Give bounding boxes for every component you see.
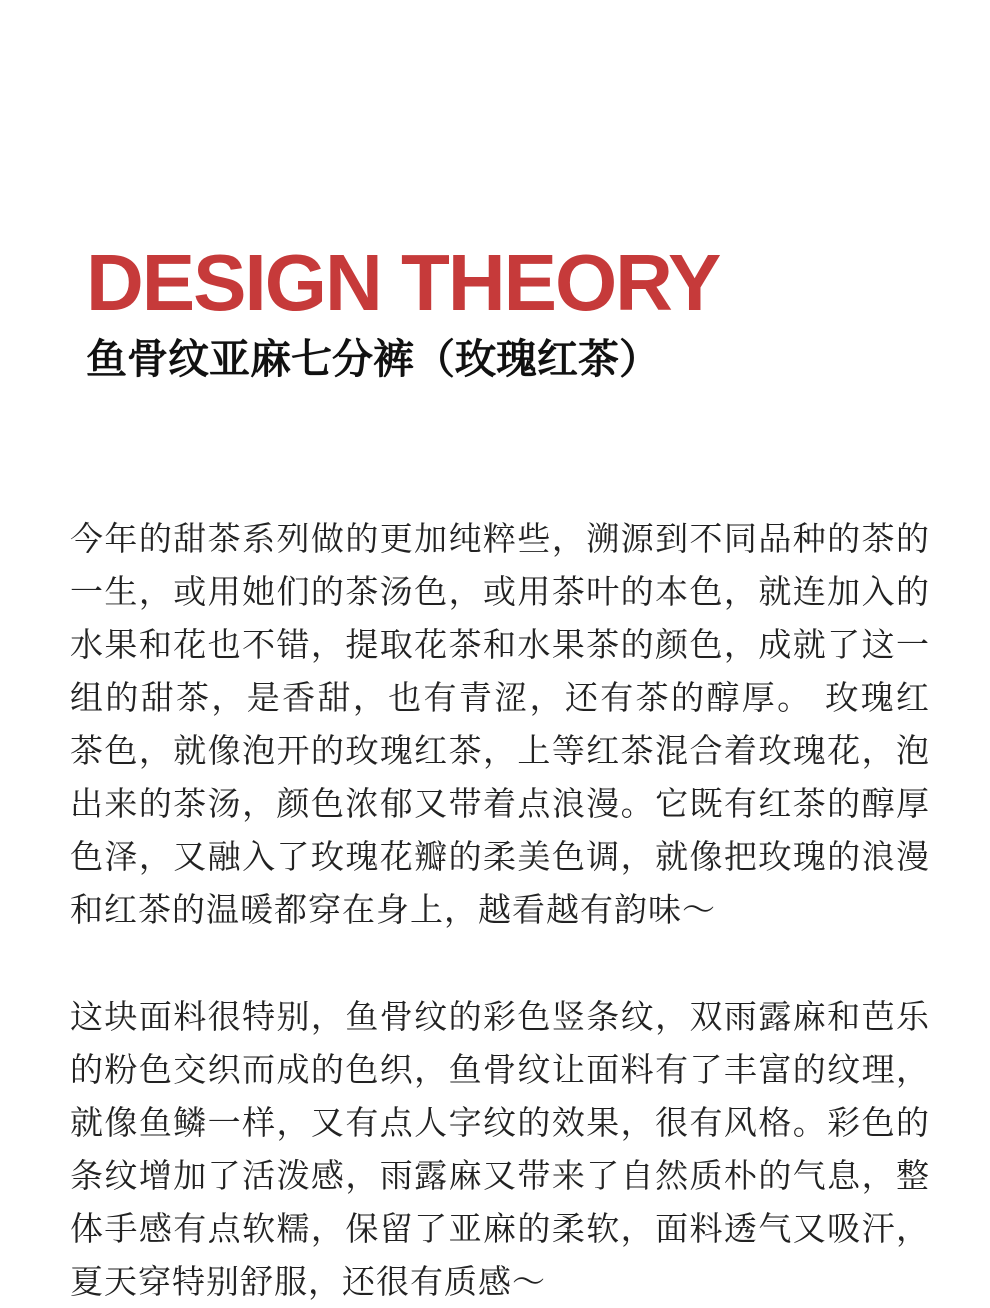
paragraph-color-story: 今年的甜茶系列做的更加纯粹些，溯源到不同品种的茶的一生，或用她们的茶汤色，或用茶叶的本色，就连加入的水果和花也不错，提取花茶和水果茶的颜色，成就了这一组的甜茶，是香甜，也有青涩，还有茶的醇厚。 玫瑰红茶色，就像泡开的玫瑰红茶，上等红茶混合着玫瑰花，泡出来的茶汤，颜色浓郁又带着点浪漫。它既有红茶的醇厚色泽，又融入了玫瑰花瓣的柔美色调，就像把玫瑰的浪漫和红茶的温暖都穿在身上，越看越有韵味～	[70, 519, 930, 929]
paragraph-fabric: 这块面料很特别，鱼骨纹的彩色竖条纹，双雨露麻和芭乐的粉色交织而成的色织，鱼骨纹让面料有了丰富的纹理，就像鱼鳞一样，又有点人字纹的效果，很有风格。彩色的条纹增加了活泼感，雨露麻又带来了自然质朴的气息，整体手感有点软糯，保留了亚麻的柔软，面料透气又吸汗，夏天穿特别舒服，还很有质感～	[70, 997, 930, 1301]
title-chinese: 鱼骨纹亚麻七分裤（玫瑰红茶）	[86, 335, 660, 383]
title-english: DESIGN THEORY	[86, 238, 720, 327]
